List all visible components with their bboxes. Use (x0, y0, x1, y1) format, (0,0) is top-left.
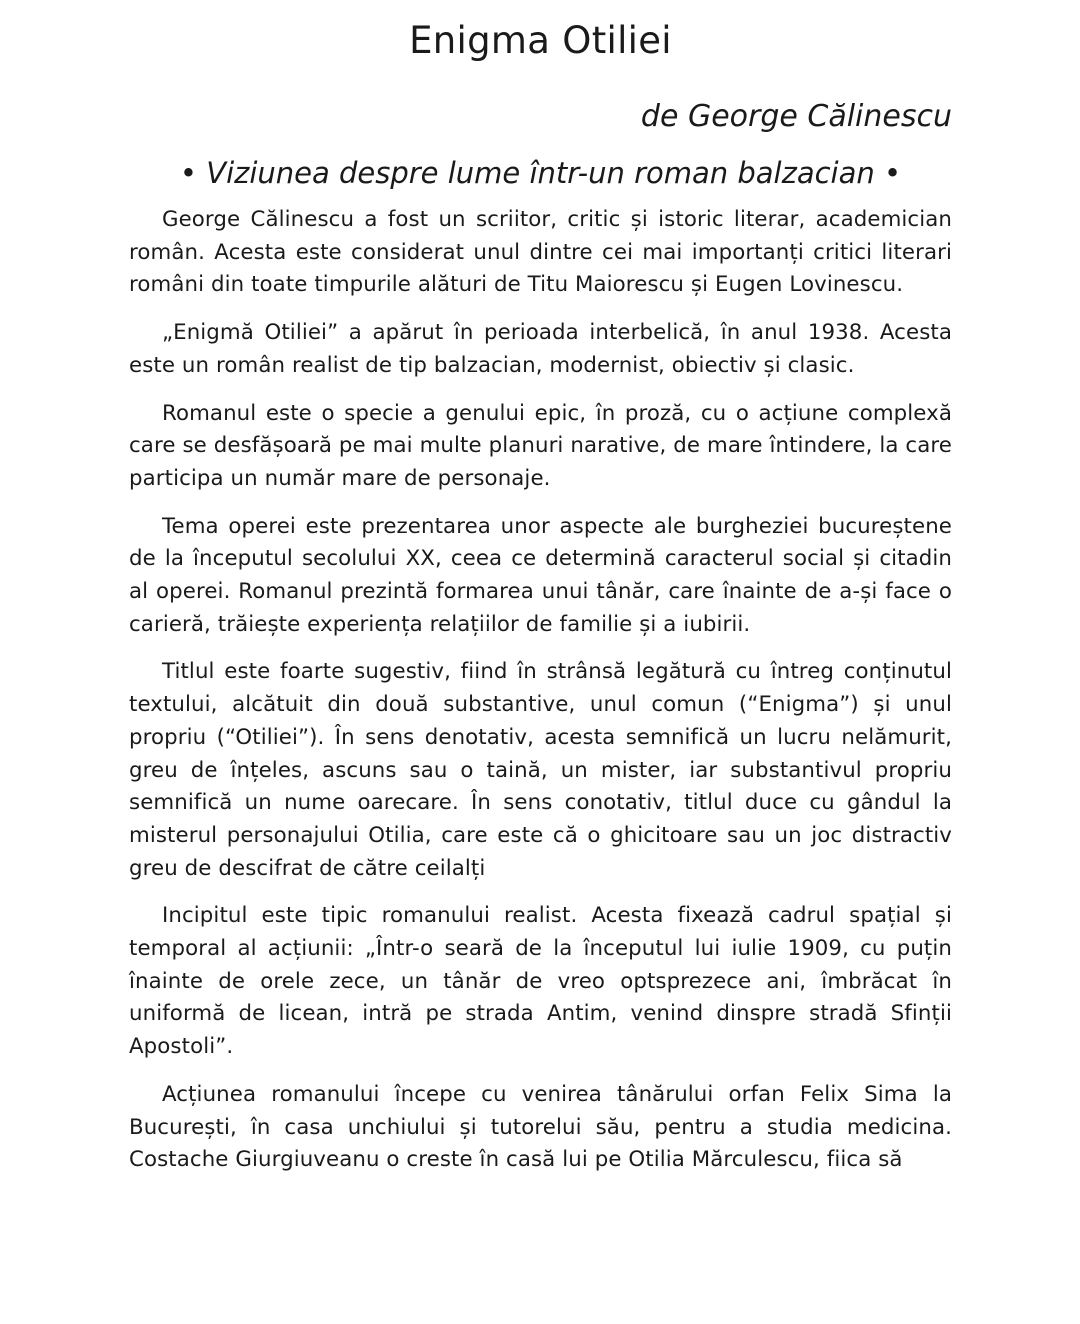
paragraph-publication: „Enigmă Otiliei” a apărut în perioada interbelică, în anul 1938. Acesta este un român realist de tip balzacian, modernist, obiectiv și clasic. (129, 320, 952, 378)
paragraph-intro: George Călinescu a fost un scriitor, critic și istoric literar, academician român. Acesta este considerat unul dintre cei mai importanți critici literari români din toate timpurile alături de Titu Maiorescu și Eugen Lovinescu. (129, 207, 952, 298)
author-line: de George Călinescu (640, 99, 952, 134)
paragraph-theme: Tema operei este prezentarea unor aspecte ale burgheziei bucureștene de la începutul secolului XX, ceea ce determină caracterul social și citadin al operei. Romanul prezintă formarea unui tânăr, care înainte de a-și face o carieră, trăiește experiența relațiilor de familie și a iubirii. (129, 513, 952, 637)
paragraph-action: Acțiunea romanului începe cu venirea tânărului orfan Felix Sima la București, în casa unchiului și tutorelui său, pentru a studia medicina. Costache Giurgiuveanu o creste în casă lui pe Otilia Mărculescu, fiica să (129, 1081, 952, 1173)
document-body (129, 204, 952, 1177)
document-title: Enigma Otiliei (409, 19, 672, 62)
paragraph-title-analysis: Titlul este foarte sugestiv, fiind în strânsă legătură cu întreg conținutul textului, alcătuit din două substantive, unul comun (“Enigma”) și unul propriu (“Otiliei”). În sens denotativ, acesta semnifică un lucru nelămurit, greu de înțeles, ascuns sau o taină, un mister, iar substantivul propriu semnifică un nume oarecare. În sens conotativ, titlul duce cu gândul la misterul personajului Otilia, care este că o ghicitoare sau un joc distractiv greu de descifrat de către ceilalți (129, 659, 952, 881)
paragraph-incipit: Incipitul este tipic romanului realist. Acesta fixează cadrul spațial și temporal al acțiunii: „Într-o seară de la începutul lui iulie 1909, cu puțin înainte de orele zece, un tânăr de vreo optsprezece ani, îmbrăcat în uniformă de licean, intră pe strada Antim, venind dinspre stradă Sfinții Apostoli”. (129, 903, 952, 1060)
paragraph-genre: Romanul este o specie a genului epic, în proză, cu o acțiune complexă care se desfășoară pe mai multe planuri narative, de mare întindere, la care participa un număr mare de personaje. (129, 400, 952, 491)
subtitle: • Viziunea despre lume într-un roman balzacian • (179, 156, 902, 190)
